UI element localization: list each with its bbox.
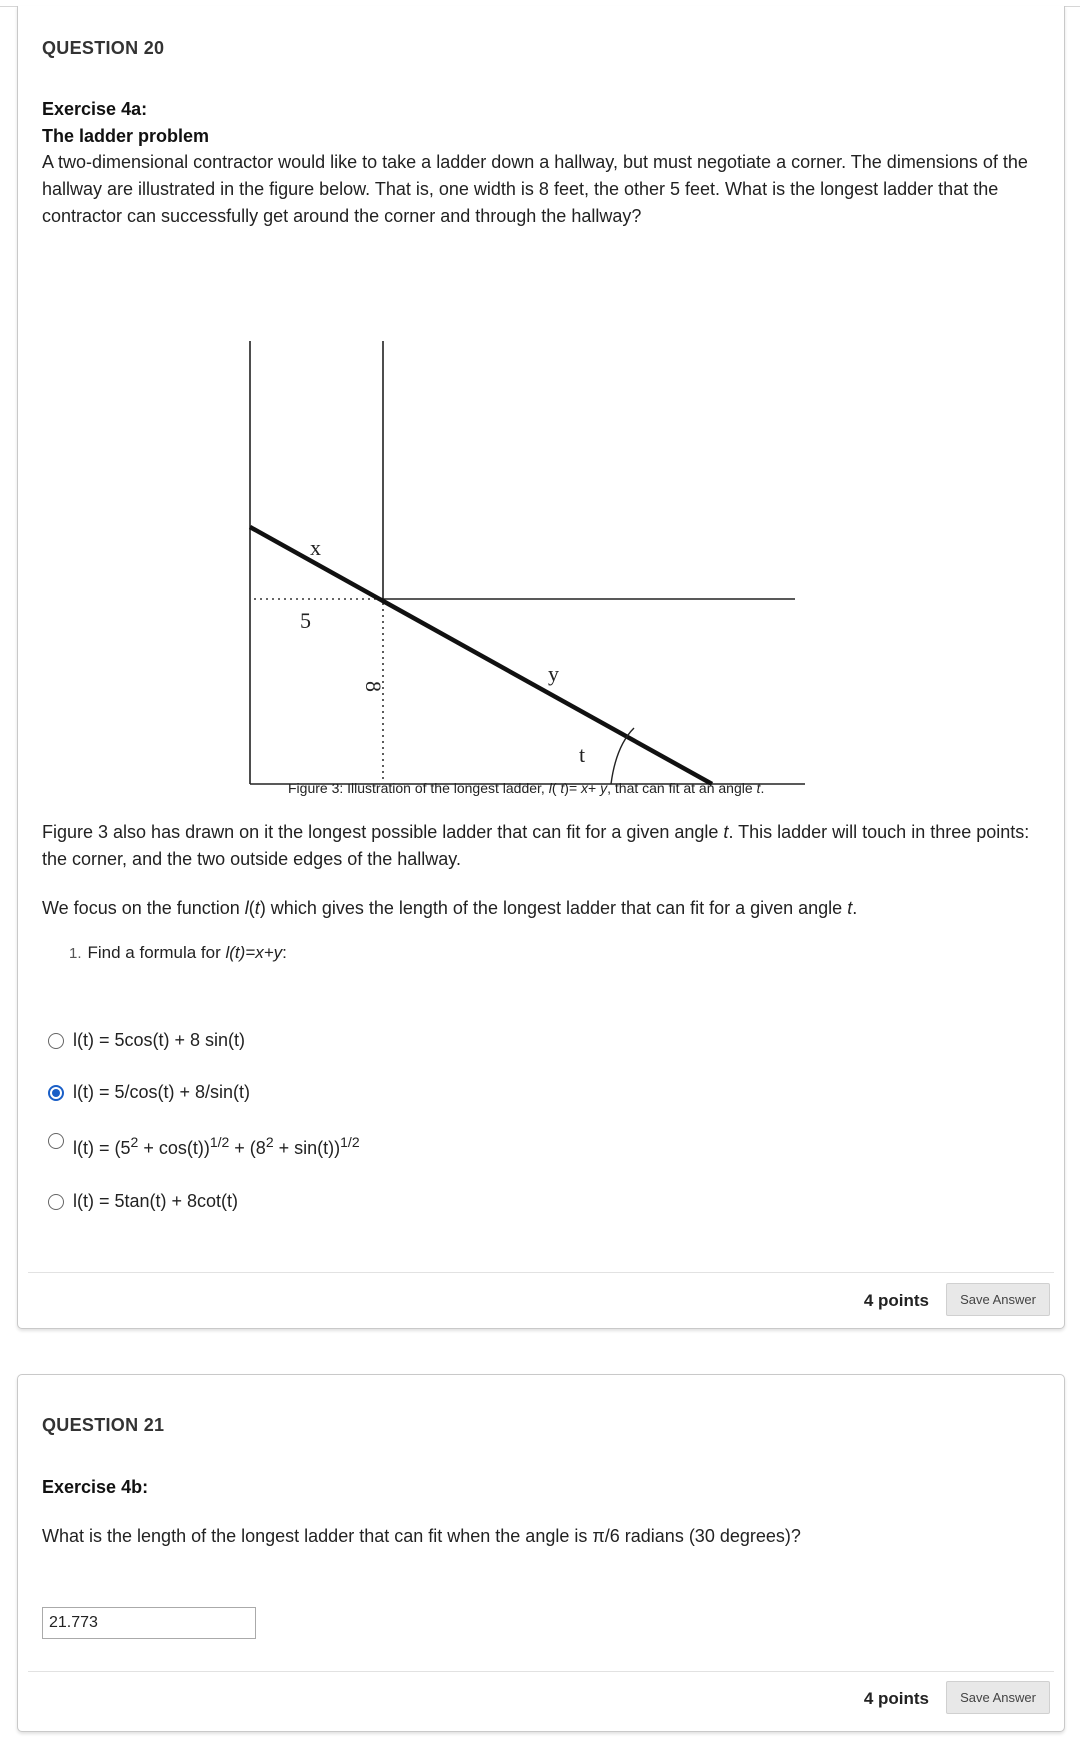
text-part: Find a formula for bbox=[87, 943, 226, 962]
text-part: + cos(t)) bbox=[138, 1138, 210, 1158]
text-part: t bbox=[723, 822, 729, 842]
ladder-diagram bbox=[228, 341, 818, 786]
text-part: t bbox=[847, 898, 853, 918]
label-8: 8 bbox=[361, 681, 386, 692]
option-label bbox=[73, 1134, 360, 1159]
superscript: 1/2 bbox=[209, 1134, 230, 1150]
exercise-title: Exercise 4a: bbox=[42, 99, 148, 119]
option-2[interactable] bbox=[48, 1082, 250, 1103]
caption-part: , that can fit at an angle bbox=[607, 780, 757, 796]
text-part: . bbox=[852, 898, 858, 918]
caption-part: t bbox=[756, 780, 761, 796]
radio-button[interactable] bbox=[48, 1194, 64, 1210]
caption-part: ( bbox=[551, 780, 561, 796]
question-title: QUESTION 20 bbox=[42, 38, 165, 58]
text-part: Figure 3 also has drawn on it the longest possible ladder that can fit for a given angle bbox=[42, 822, 724, 842]
radio-button[interactable] bbox=[48, 1133, 64, 1149]
question-21-card bbox=[17, 1374, 1065, 1732]
text-part: + (8 bbox=[229, 1138, 266, 1158]
points-label: 4 points bbox=[863, 1689, 929, 1708]
paragraph-3 bbox=[42, 895, 1042, 922]
list-item bbox=[69, 943, 287, 963]
option-4[interactable] bbox=[48, 1191, 238, 1212]
label-5: 5 bbox=[300, 608, 311, 633]
label-x: x bbox=[310, 535, 321, 560]
ladder-figure bbox=[228, 341, 818, 791]
text-part: t bbox=[254, 898, 260, 918]
formula: l(t)=x+y bbox=[225, 943, 283, 962]
superscript: 2 bbox=[265, 1134, 274, 1150]
footer-divider bbox=[28, 1671, 1054, 1672]
question-text: What is the length of the longest ladder that can fit when the angle is π/6 radians (30 degrees)? bbox=[42, 1526, 801, 1546]
text-part: We focus on the function bbox=[42, 898, 245, 918]
caption-part: + bbox=[588, 780, 601, 796]
problem-text: A two-dimensional contractor would like to take a ladder down a hallway, but must negotiate a corner. The dimensions of the hallway are illustrated in the figure below. That is, one width is 8 feet, the other 5 feet. What is the longest ladder that the contractor can successfully get around the corner and through the hallway? bbox=[42, 152, 1028, 226]
superscript: 2 bbox=[130, 1134, 139, 1150]
caption-part: l bbox=[548, 780, 552, 796]
paragraph-2 bbox=[42, 819, 1042, 873]
text-part: . This ladder will touch in three points: the corner, and the two outside edges of the hallway. bbox=[42, 822, 1030, 869]
exercise-title: Exercise 4b: bbox=[42, 1477, 149, 1497]
text-part: ) which gives the length of the longest ladder that can fit for a given angle bbox=[259, 898, 848, 918]
answer-input[interactable]: 21.773 bbox=[42, 1607, 256, 1639]
option-label: l(t) = 5cos(t) + 8 sin(t) bbox=[73, 1030, 246, 1050]
text-part: + sin(t)) bbox=[273, 1138, 341, 1158]
question-title: QUESTION 21 bbox=[42, 1415, 165, 1435]
label-y: y bbox=[548, 661, 559, 686]
caption-part: y bbox=[600, 780, 608, 796]
caption-part: . bbox=[760, 780, 765, 796]
caption-part: t bbox=[560, 780, 565, 796]
label-t: t bbox=[579, 742, 586, 767]
text-part: : bbox=[282, 943, 287, 962]
caption-part: )= bbox=[564, 780, 582, 796]
radio-button-selected[interactable] bbox=[48, 1085, 64, 1101]
figure-caption bbox=[288, 780, 764, 796]
superscript: 1/2 bbox=[340, 1134, 360, 1150]
caption-part: x bbox=[581, 780, 589, 796]
footer-divider bbox=[28, 1272, 1054, 1273]
text-part: l bbox=[244, 898, 249, 918]
points-label: 4 points bbox=[863, 1291, 929, 1310]
option-1[interactable] bbox=[48, 1030, 245, 1051]
option-label: l(t) = 5/cos(t) + 8/sin(t) bbox=[73, 1082, 251, 1102]
option-3[interactable] bbox=[48, 1134, 360, 1159]
question-20-card bbox=[17, 6, 1065, 1329]
option-label: l(t) = 5tan(t) + 8cot(t) bbox=[73, 1191, 239, 1211]
radio-button[interactable] bbox=[48, 1033, 64, 1049]
text-part: ( bbox=[248, 898, 255, 918]
ladder-line bbox=[250, 527, 712, 784]
text-part: l(t) = (5 bbox=[73, 1138, 131, 1158]
save-answer-button[interactable]: Save Answer bbox=[946, 1283, 1050, 1316]
save-answer-button[interactable]: Save Answer bbox=[946, 1681, 1050, 1714]
problem-title: The ladder problem bbox=[42, 126, 210, 146]
list-number: 1. bbox=[69, 945, 82, 962]
caption-part: Figure 3: Illustration of the longest ladder, bbox=[288, 780, 549, 796]
